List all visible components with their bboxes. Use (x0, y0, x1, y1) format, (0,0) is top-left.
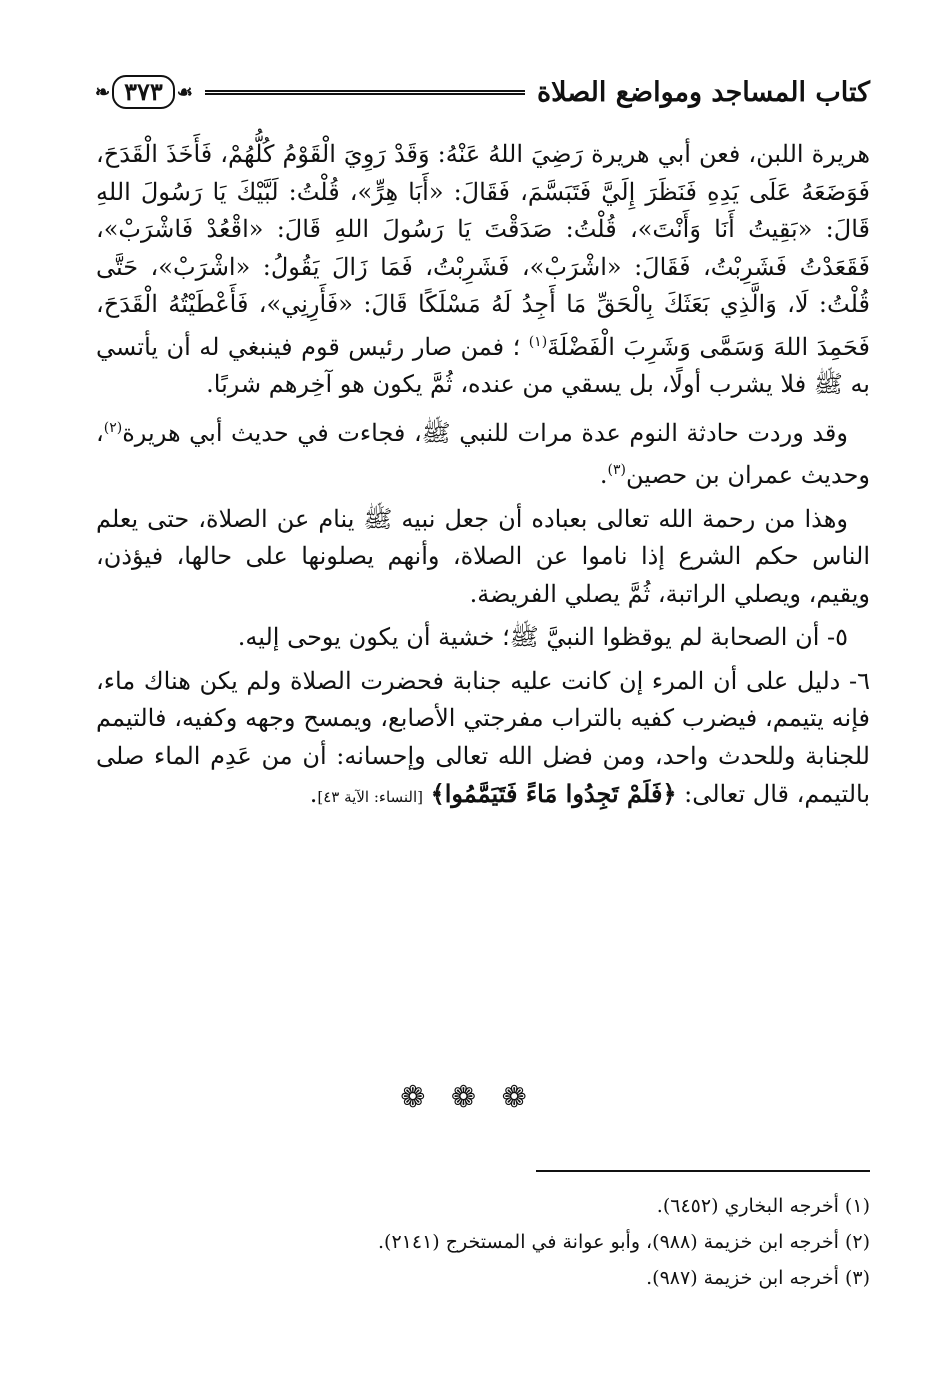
paragraph-3: وهذا من رحمة الله تعالى بعباده أن جعل نبيه ﷺ ينام عن الصلاة، حتى يعلم الناس حكم الشرع إذا ناموا عن الصلاة، وأنهم يصلونها على حالها، فيؤذن، ويقيم، ويصلي الراتبة، ثُمَّ يصلي الفريضة. (96, 504, 870, 608)
paragraph-1: هريرة اللبن، فعن أبي هريرة رَضِيَ اللهُ عَنْهُ: وَقَدْ رَوِيَ الْقَوْمُ كُلُّهُمْ، فَأَخَذَ الْقَدَحَ، فَوَضَعَهُ عَلَى يَدِهِ فَنَظَرَ إِلَيَّ فَتَبَسَّمَ، فَقَالَ: «أَبَا هِرٍّ»، قُلْتُ: لَبَّيْكَ يَا رَسُولَ اللهِ قَالَ: «بَقِيتُ أَنَا وَأَنْتَ»، قُلْتُ: صَدَقْتَ يَا رَسُولَ اللهِ قَالَ: «اقْعُدْ فَاشْرَبْ»، فَقَعَدْتُ فَشَرِبْتُ، فَقَالَ: «اشْرَبْ»، فَشَرِبْتُ، فَمَا زَالَ يَقُولُ: «اشْرَبْ»، حَتَّى قُلْتُ: لَا، وَالَّذِي بَعَثَكَ بِالْحَقِّ مَا أَجِدُ لَهُ مَسْلَكًا قَالَ: «فَأَرِنِي»، فَأَعْطَيْتُهُ الْقَدَحَ، فَحَمِدَ اللهَ وَسَمَّى وَشَرِبَ الْفَضْلَةَ$^{(١)}$ ؛ فمن صار رئيس قوم فينبغي له أن يأتسي به ﷺ فلا يشرب أولًا، بل يسقي من عنده، ثُمَّ يكون هو آخِرهم شربًا. (96, 140, 871, 398)
paragraph-4: ٥- أن الصحابة لم يوقظوا النبيَّ ﷺ؛ خشية أن يكون يوحى إليه. (237, 623, 848, 651)
page-number-badge (95, 75, 193, 109)
main-text (96, 136, 870, 817)
footnote-1: (١) أخرجه البخاري (٦٤٥٢). (656, 1195, 870, 1217)
ornament-left-icon: ❧ (95, 81, 111, 103)
page-number: ٣٧٣ (112, 75, 175, 109)
footnote-2: (٢) أخرجه ابن خزيمة (٩٨٨)، وأبو عوانة في المستخرج (٢١٤١). (378, 1231, 870, 1253)
ornament-right-icon: ☙ (176, 81, 193, 103)
footnote-ref-3[interactable]: (٣) (607, 462, 626, 478)
footnote-ref-1[interactable]: (١) (528, 333, 548, 350)
footnotes (300, 1188, 870, 1296)
footnote-ref-2[interactable]: (٢) (103, 419, 123, 436)
header-title: كتاب المساجد ومواضع الصلاة (536, 76, 870, 108)
page-header (95, 68, 870, 116)
paragraph-5: ٦- دليل على أن المرء إن كانت عليه جنابة فحضرت الصلاة ولم يكن هناك ماء، فإنه يتيمم، فيضرب كفيه بالتراب مفرجتي الأصابع، ويمسح وجهه وكفيه، فالتيمم للجنابة وللحدث واحد، ومن فضل الله تعالى وإحسانه: أن من عَدِم الماء صلى بالتيمم، قال تعالى: ﴿فَلَمْ تَجِدُوا مَاءً فَتَيَمَّمُوا﴾ [النساء: الآية ٤٣]. (96, 666, 870, 808)
footnote-rule (536, 1170, 870, 1172)
verse-reference: [النساء: الآية ٤٣] (317, 788, 424, 806)
quran-verse: ﴿فَلَمْ تَجِدُوا مَاءً فَتَيَمَّمُوا﴾ (430, 779, 677, 808)
section-divider: ❁ ❁ ❁ (400, 1080, 535, 1115)
footnote-3: (٣) أخرجه ابن خزيمة (٩٨٧). (646, 1267, 870, 1289)
paragraph-2: وقد وردت حادثة النوم عدة مرات للنبي ﷺ، فجاءت في حديث أبي هريرة$^{(٢)}$، وحديث عمران بن حصين$^{(٣)}$. (96, 418, 870, 489)
header-rule (205, 90, 525, 95)
